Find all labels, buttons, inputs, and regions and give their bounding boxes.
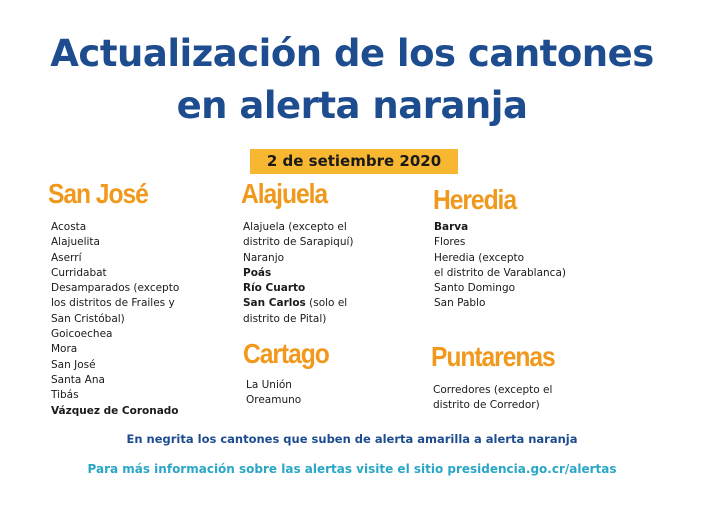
canton-name: Heredia (excepto <box>434 251 525 264</box>
canton-item <box>433 398 552 413</box>
region-heading-alajuela: Alajuela <box>241 178 328 209</box>
canton-name: Curridabat <box>51 266 107 279</box>
canton-name: Alajuela (excepto el <box>243 221 347 233</box>
canton-item <box>243 296 354 311</box>
canton-list-puntarenas <box>433 383 552 414</box>
canton-item <box>243 251 354 266</box>
canton-name: Aserrí <box>51 251 82 264</box>
canton-name: Goicoechea <box>51 328 113 341</box>
canton-item <box>51 251 179 266</box>
canton-item <box>246 393 301 408</box>
canton-name: Flores <box>434 236 466 249</box>
date-badge: 2 de setiembre 2020 <box>250 149 458 174</box>
canton-name: Corredores (excepto el <box>433 384 553 396</box>
canton-name: Alajuelita <box>51 236 100 249</box>
canton-name: San José <box>51 358 96 371</box>
canton-list-san-jose <box>51 220 179 419</box>
canton-item <box>433 383 552 398</box>
canton-name: Barva <box>434 221 469 233</box>
canton-item <box>434 281 566 296</box>
canton-name: Acosta <box>51 221 87 233</box>
canton-name: el distrito de Varablanca) <box>434 266 566 279</box>
page-title-line-1: Actualización de los cantones <box>50 32 654 75</box>
canton-name: Poás <box>243 266 272 279</box>
canton-name: Oreamuno <box>246 394 302 407</box>
canton-item <box>51 281 179 296</box>
canton-name: distrito de Corredor) <box>433 399 540 412</box>
canton-name: Naranjo <box>243 251 285 264</box>
canton-item <box>243 220 354 235</box>
canton-list-heredia <box>434 220 566 312</box>
page-title-line-2: en alerta naranja <box>176 84 528 127</box>
canton-name: Mora <box>51 343 78 356</box>
canton-item <box>51 312 179 327</box>
canton-item <box>51 327 179 342</box>
canton-item <box>243 266 354 281</box>
canton-item <box>51 342 179 357</box>
canton-item <box>51 235 179 250</box>
canton-item <box>51 220 179 235</box>
canton-list-alajuela <box>243 220 354 327</box>
canton-item <box>434 220 566 235</box>
canton-name: Tibás <box>51 389 79 402</box>
canton-name: Desamparados (excepto <box>51 282 180 295</box>
canton-name: San Cristóbal) <box>51 312 125 325</box>
canton-item <box>243 235 354 250</box>
canton-name: distrito de Sarapiquí) <box>243 236 354 249</box>
canton-item <box>434 235 566 250</box>
canton-name: distrito de Pital) <box>243 312 327 325</box>
canton-note: (solo el <box>305 297 348 310</box>
canton-item <box>51 388 179 403</box>
region-heading-puntarenas: Puntarenas <box>431 341 555 372</box>
canton-item <box>51 266 179 281</box>
canton-item <box>434 251 566 266</box>
canton-name: San Carlos <box>243 297 306 310</box>
canton-item <box>243 312 354 327</box>
canton-name: Río Cuarto <box>243 282 306 295</box>
bold-legend-note: En negrita los cantones que suben de alerta amarilla a alerta naranja <box>126 432 578 446</box>
canton-name: Santa Ana <box>51 373 105 386</box>
canton-item <box>246 378 301 393</box>
canton-name: La Unión <box>246 379 292 391</box>
canton-item <box>434 266 566 281</box>
canton-item <box>51 358 179 373</box>
info-link-note: Para más información sobre las alertas visite el sitio presidencia.go.cr/alertas <box>87 462 617 476</box>
canton-item <box>51 404 179 419</box>
region-heading-san-jose: San José <box>48 178 148 209</box>
canton-item <box>51 373 179 388</box>
canton-name: los distritos de Frailes y <box>51 297 175 310</box>
canton-list-cartago <box>246 378 301 409</box>
canton-item <box>51 296 179 311</box>
canton-name: Santo Domingo <box>434 282 516 295</box>
region-heading-heredia: Heredia <box>433 184 517 215</box>
region-heading-cartago: Cartago <box>243 338 329 369</box>
canton-name: San Pablo <box>434 297 486 310</box>
canton-name: Vázquez de Coronado <box>51 404 179 417</box>
canton-item <box>243 281 354 296</box>
canton-item <box>434 296 566 311</box>
